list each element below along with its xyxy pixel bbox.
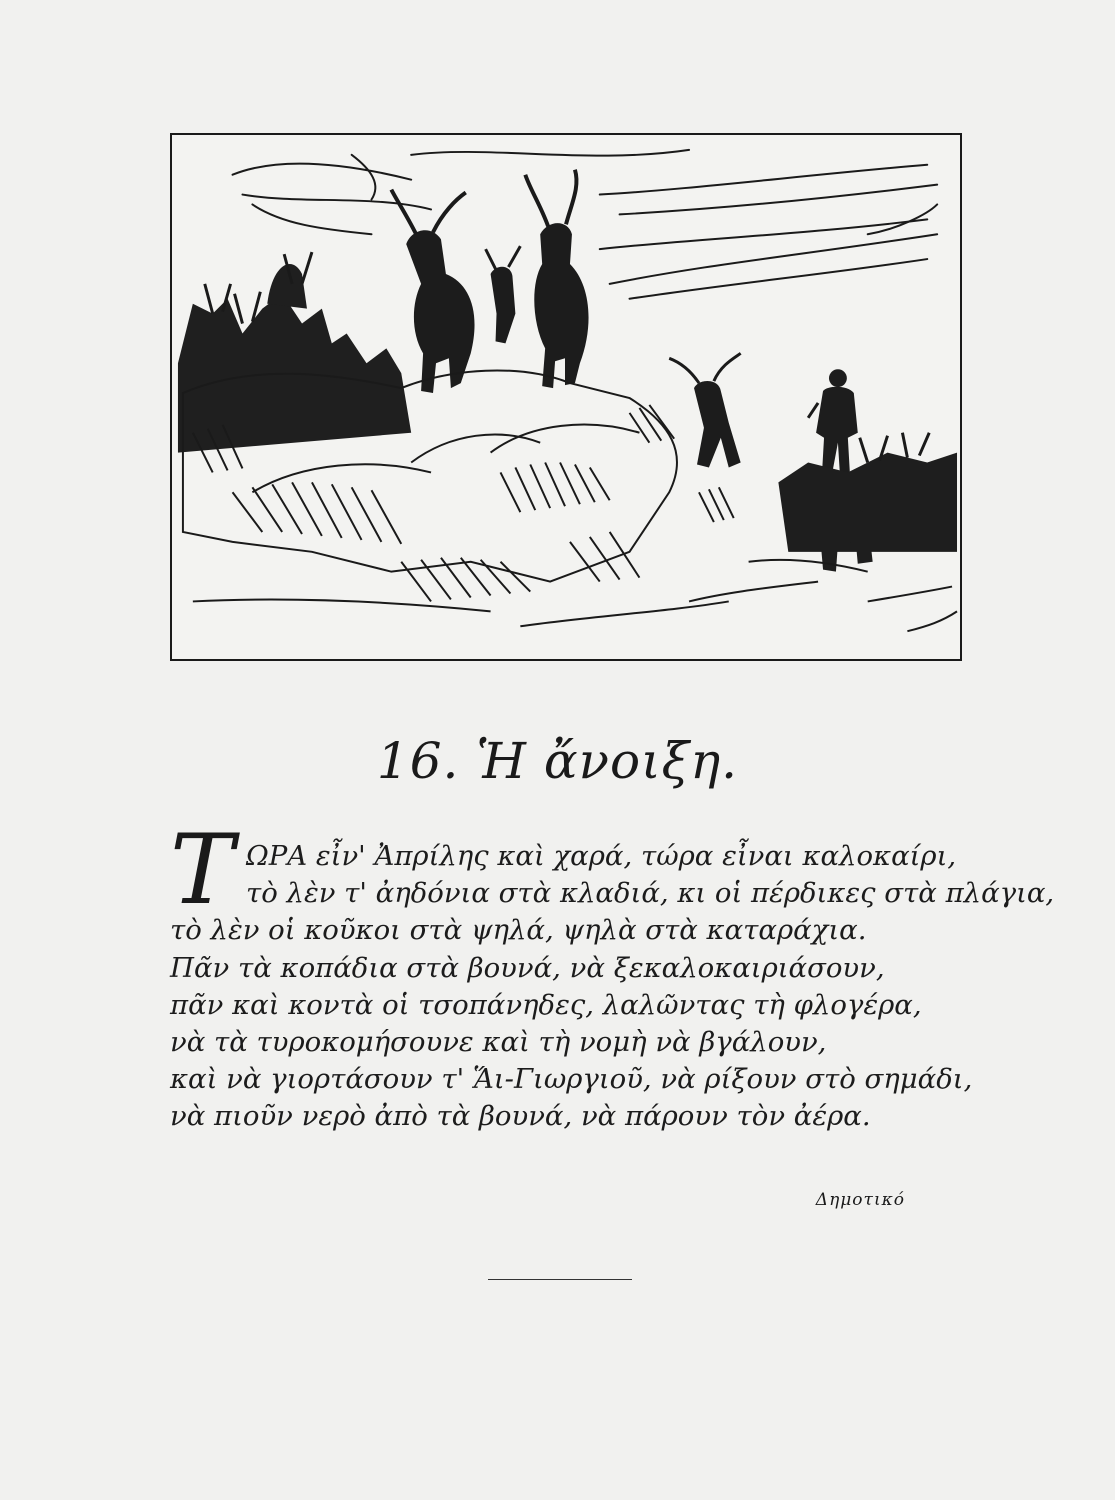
poem-line: νὰ πιοῦν νερὸ ἀπὸ τὰ βουνά, νὰ πάρουν τὸν ἀέρα. xyxy=(170,1100,871,1133)
poem-line: τὸ λὲν οἱ κοῦκοι στὰ ψηλά, ψηλὰ στὰ καταράχια. xyxy=(170,914,867,947)
drop-cap-letter: Τ xyxy=(170,814,235,926)
poem-title: 16. Ἡ ἄνοιξη. xyxy=(376,732,739,790)
poem-line: ΩΡΑ εἶν' Ἀπρίλης καὶ χαρά, τώρα εἶναι καλοκαίρι, xyxy=(246,840,957,872)
goats-shepherd-illustration xyxy=(170,133,962,661)
poem-line: πᾶν καὶ κοντὰ οἱ τσοπάνηδες, λαλῶντας τὴ φλογέρα, xyxy=(170,988,922,1021)
poem-line: Πᾶν τὰ κοπάδια στὰ βουνά, νὰ ξεκαλοκαιριάσουν, xyxy=(170,951,885,984)
poem-line: τὸ λὲν τ' ἀηδόνια στὰ κλαδιά, κι οἱ πέρδικες στὰ πλάγια, xyxy=(246,877,1055,910)
poem-line: καὶ νὰ γιορτάσουν τ' Ἅι-Γιωργιοῦ, νὰ ρίξουν στὸ σημάδι, xyxy=(170,1063,973,1096)
poem-line: νὰ τὰ τυροκομήσουνε καὶ τὴ νομὴ νὰ βγάλουν, xyxy=(170,1026,827,1059)
poem-body xyxy=(170,838,1055,1136)
section-divider xyxy=(488,1279,632,1280)
illustration-drawing xyxy=(172,135,960,659)
poem-source: Δημοτικό xyxy=(815,1190,905,1210)
